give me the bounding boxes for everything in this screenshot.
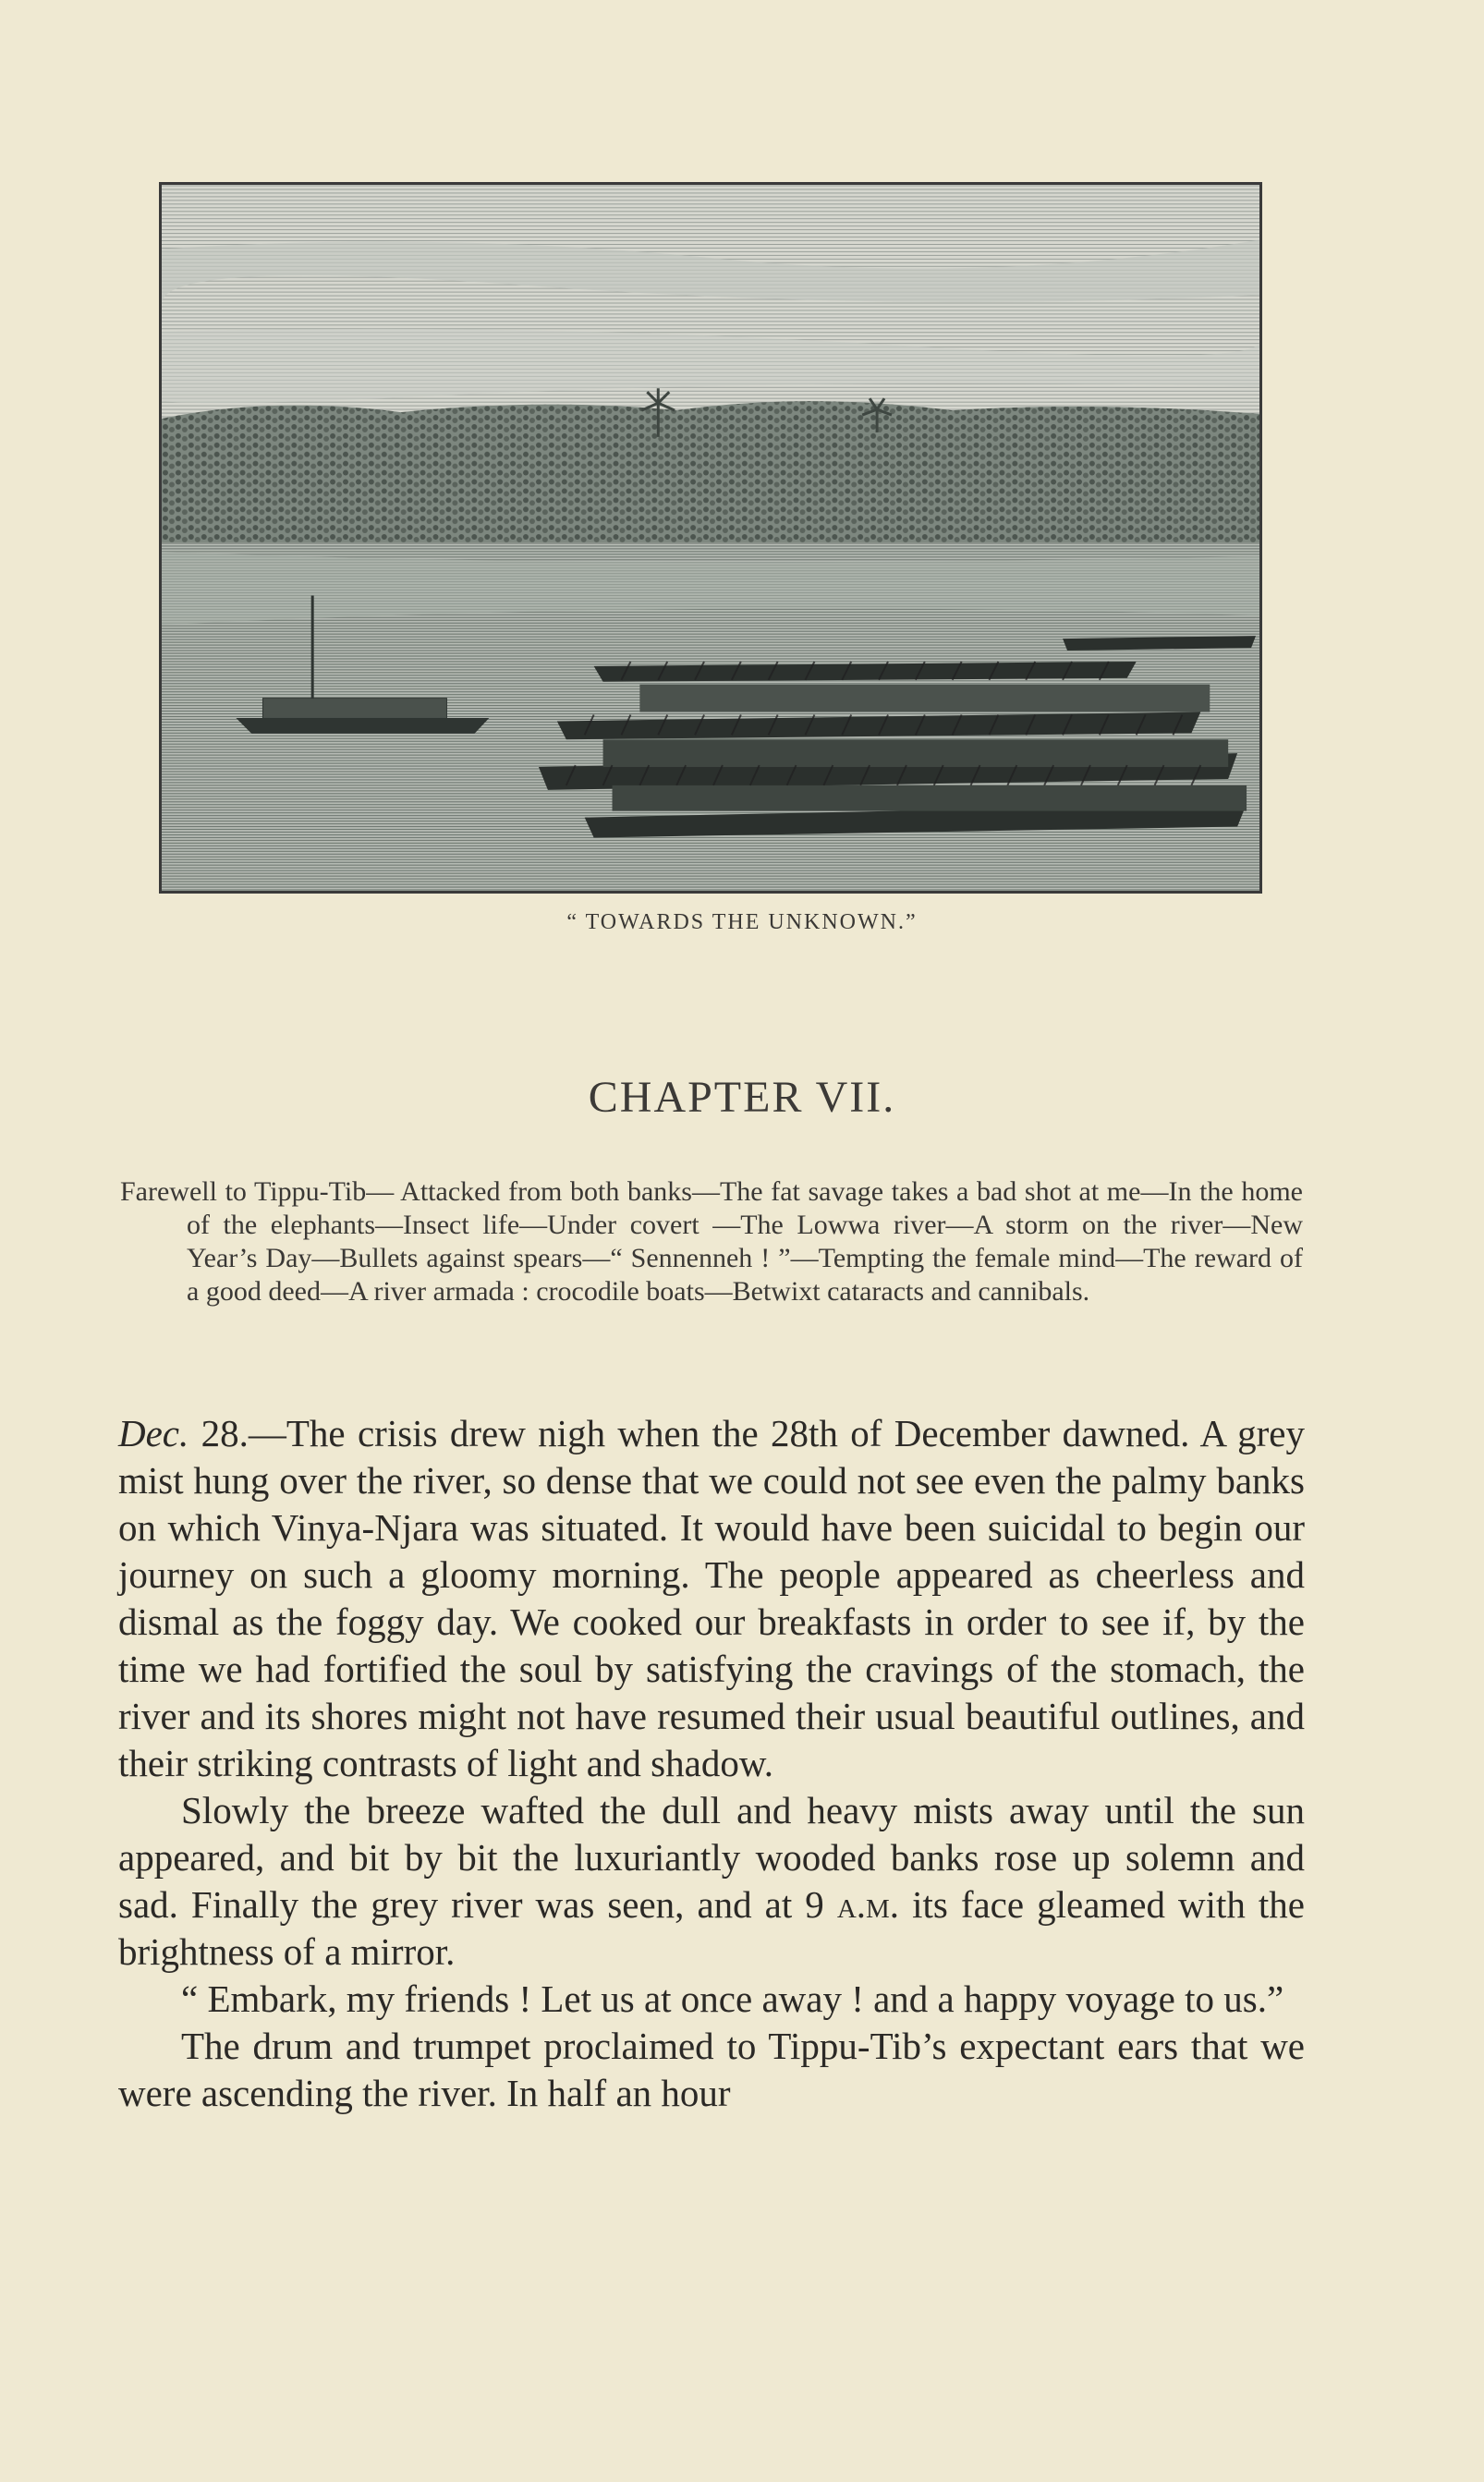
engraving-illustration	[159, 182, 1262, 894]
time-label: a.m.	[836, 1883, 900, 1926]
paragraph-2-text: Slowly the breeze wafted the dull and heavy mists away until the sun appeared, and bit by bit the luxuriantly wooded banks rose up solemn and sad. Finally the grey river was seen, and at 9	[118, 1789, 1305, 1926]
paragraph-4: The drum and trumpet proclaimed to Tippu-Tib’s expectant ears that we were ascending the river. In half an hour	[118, 2025, 1305, 2114]
river-scene-image	[162, 185, 1259, 891]
paragraph-2-end: its face gleamed with the brightness of a mirror.	[118, 1883, 1306, 1973]
illustration-caption: “ TOWARDS THE UNKNOWN.”	[566, 910, 918, 934]
chapter-summary: Farewell to Tippu-Tib— Attacked from both banks—The fat savage takes a bad shot at me—In the home of the elephants—Insect life—Under covert —The Lowwa river—A storm on the river—New Year’s Day—Bullets against spears—“ Sennenneh ! ”—Tempting the female mind—The reward of a good deed—A river armada : crocodile boats—Betwixt cataracts and cannibals.	[120, 1176, 1303, 1307]
chapter-heading: CHAPTER VII.	[588, 1073, 896, 1122]
paragraph-1-text: 28.—The crisis drew nigh when the 28th of December dawned. A grey mist hung over the river, so dense that we could not see even the palmy banks on which Vinya-Njara was situated. It would have been suicidal to begin our journey on such a gloomy morning. The people appeared as cheerless and dismal as the foggy day. We cooked our breakfasts in order to see if, by the time we had fortified the soul by satisfying the cravings of the stomach, the river and its shores might not have resumed their usual beautiful outlines, and their striking contrasts of light and shadow.	[118, 1412, 1305, 1784]
paragraph-3: “ Embark, my friends ! Let us at once away ! and a happy voyage to us.”	[181, 1977, 1284, 2020]
paragraph-2	[118, 1787, 1305, 1976]
body-text	[118, 1410, 1305, 2117]
paragraph-1	[118, 1410, 1305, 1787]
date-label: Dec.	[118, 1412, 189, 1454]
